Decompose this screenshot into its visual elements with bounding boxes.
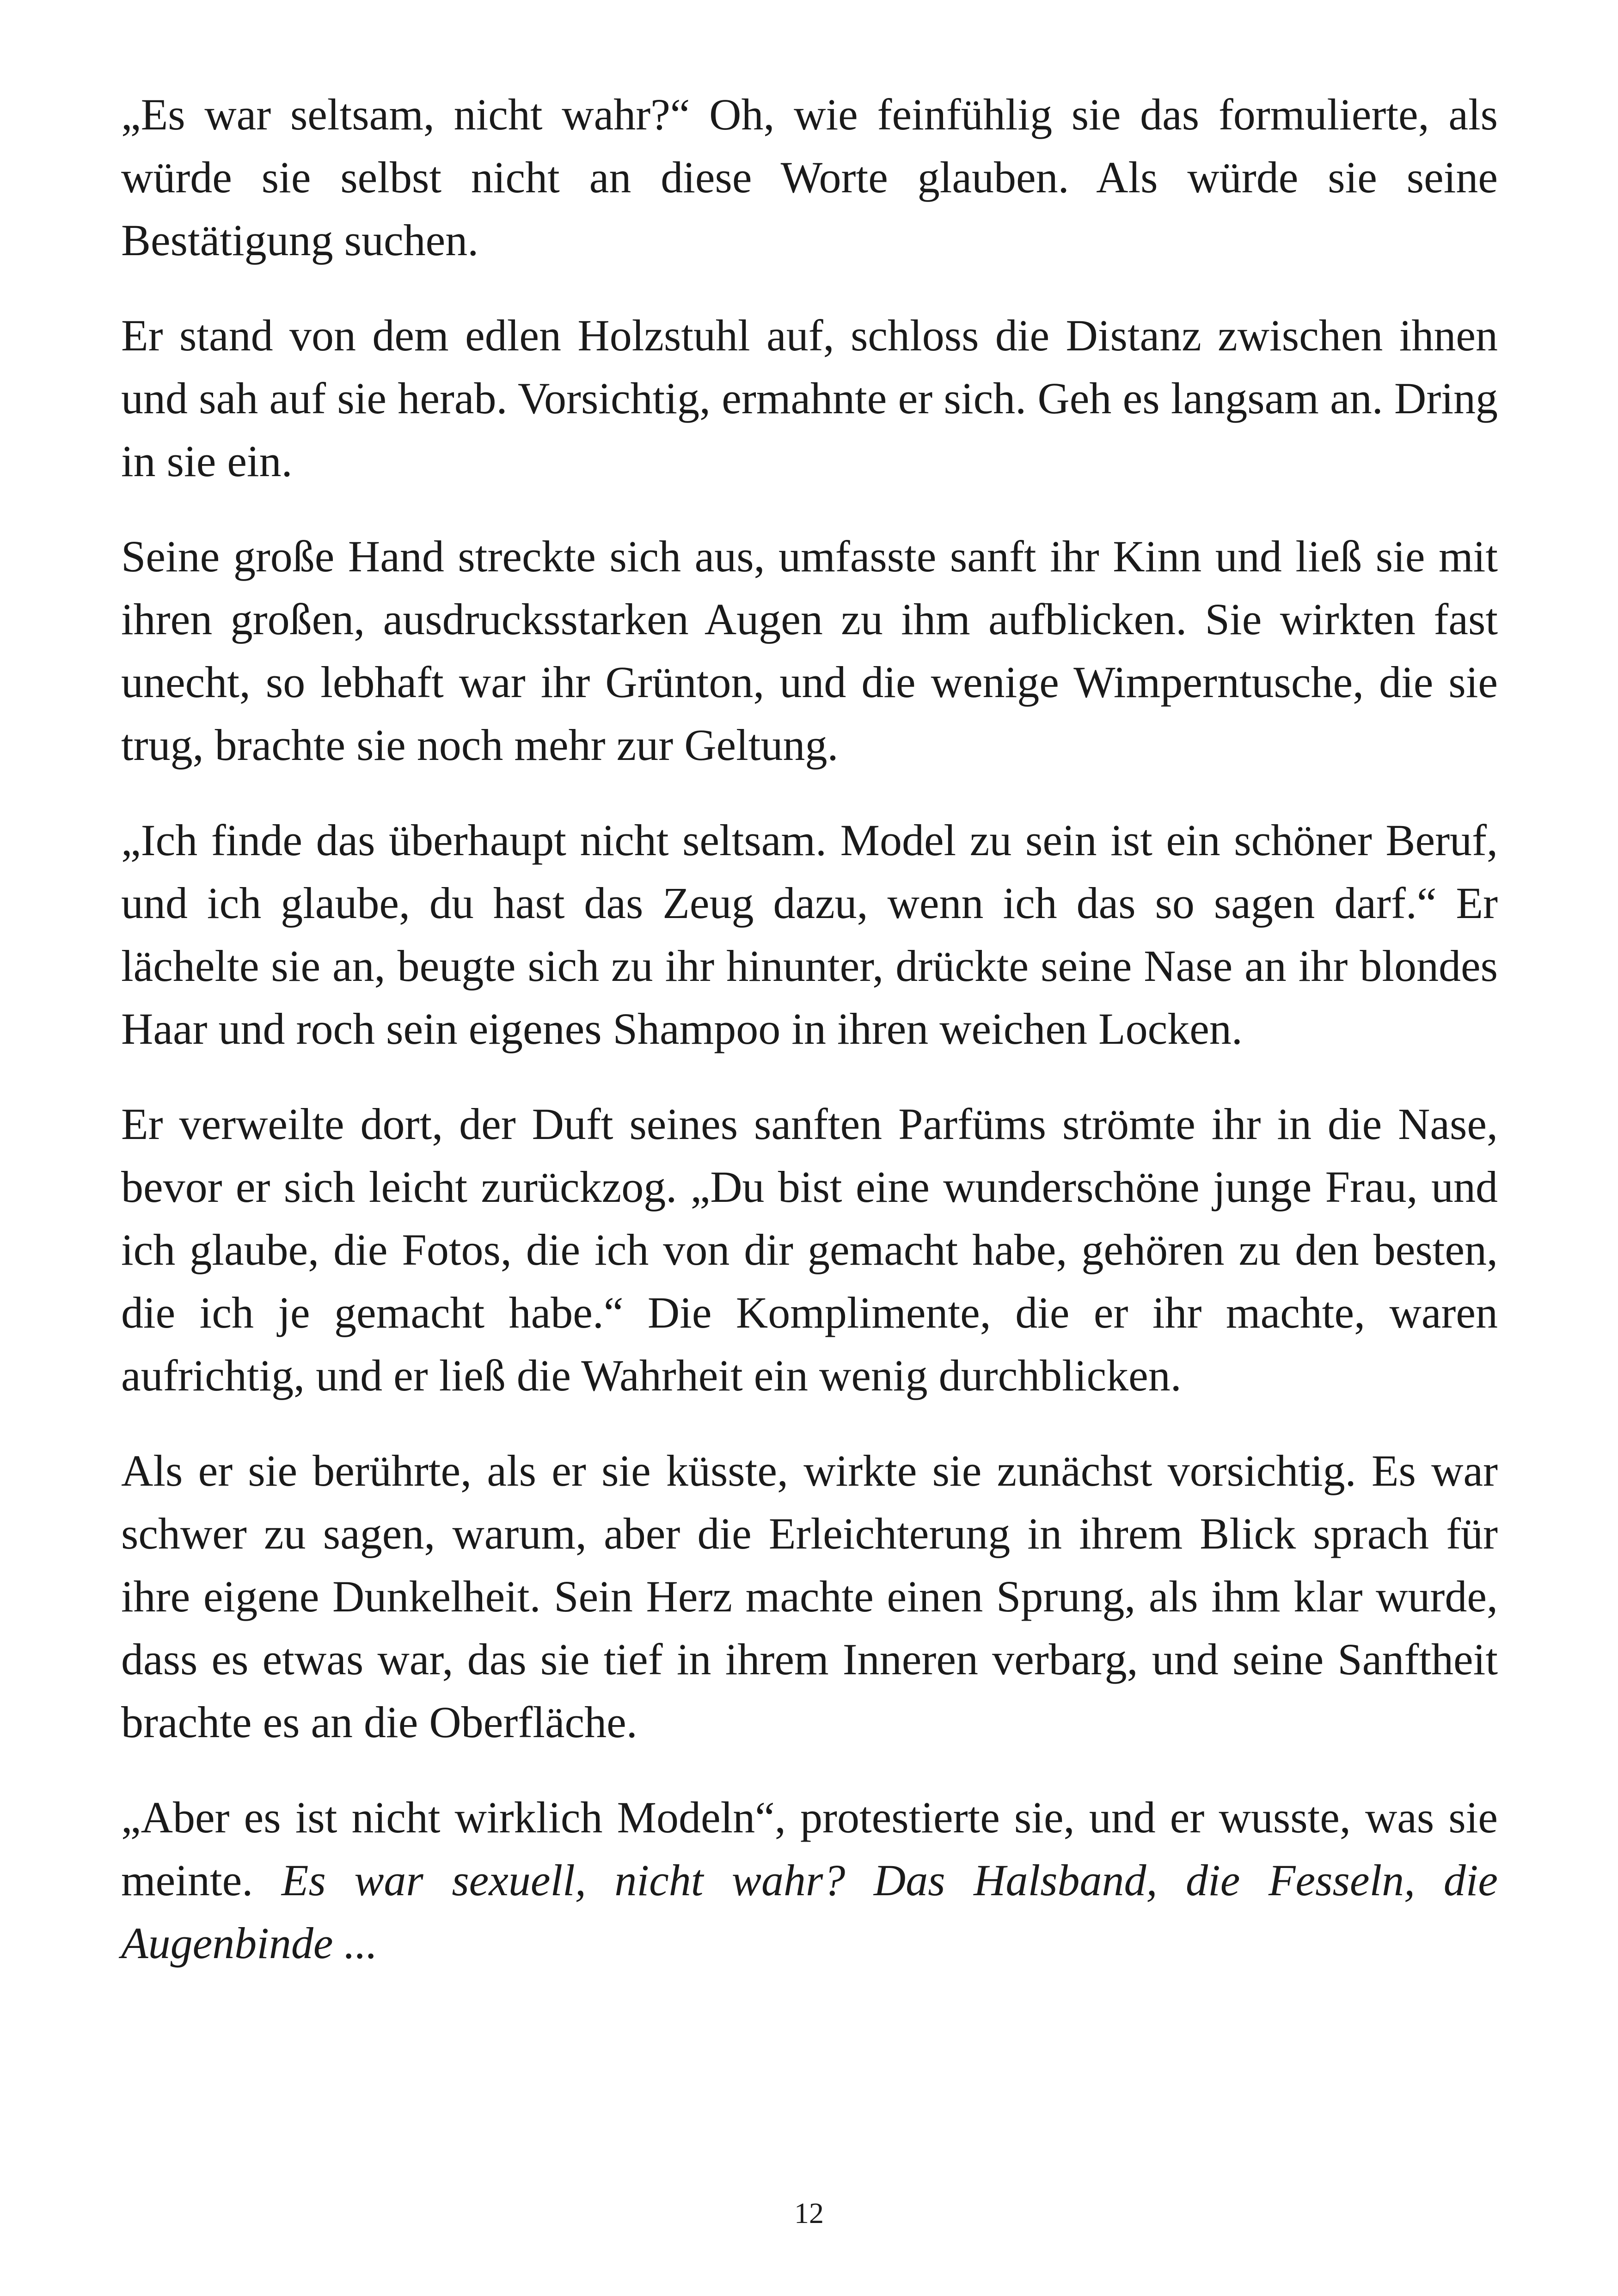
paragraph-5: Er verweilte dort, der Duft seines sanften Parfüms strömte ihr in die Nase, bevor er sich leicht zurückzog. „Du bist eine wunderschöne junge Frau, und ich glaube, die Fotos, die ich von dir gemacht habe, gehören zu den besten, die ich je gemacht habe.“ Die Komplimente, die er ihr machte, waren aufrichtig, und er ließ die Wahrheit ein wenig durchblicken. — [121, 1099, 1498, 1400]
page-body — [121, 83, 1498, 2007]
paragraph-1: „Es war seltsam, nicht wahr?“ Oh, wie feinfühlig sie das formulierte, als würde sie selbst nicht an diese Worte glauben. Als würde sie seine Bestätigung suchen. — [121, 90, 1498, 265]
paragraph-7 — [121, 1786, 1498, 1975]
paragraph-7-text: „Aber es ist nicht wirklich Modeln“, protestierte sie, und er wusste, was sie meinte. — [121, 1793, 1498, 1905]
paragraph-3: Seine große Hand streckte sich aus, umfasste sanft ihr Kinn und ließ sie mit ihren großen, ausdrucksstarken Augen zu ihm aufblicken. Sie wirkten fast unecht, so lebhaft war ihr Grünton, und die wenige Wimperntusche, die sie trug, brachte sie noch mehr zur Geltung. — [121, 532, 1498, 770]
paragraph-2: Er stand von dem edlen Holzstuhl auf, schloss die Distanz zwischen ihnen und sah auf sie herab. Vorsichtig, ermahnte er sich. Geh es langsam an. Dring in sie ein. — [121, 311, 1498, 486]
page-number: 12 — [794, 2197, 824, 2229]
paragraph-4: „Ich finde das überhaupt nicht seltsam. Model zu sein ist ein schöner Beruf, und ich glaube, du hast das Zeug dazu, wenn ich das so sagen darf.“ Er lächelte sie an, beugte sich zu ihr hinunter, drückte seine Nase an ihr blondes Haar und roch sein eigenes Shampoo in ihren weichen Locken. — [121, 815, 1498, 1053]
paragraph-7-italic: Es war sexuell, nicht wahr? Das Halsband, die Fesseln, die Augenbinde ... — [121, 1855, 1498, 1968]
paragraph-6: Als er sie berührte, als er sie küsste, wirkte sie zunächst vorsichtig. Es war schwer zu sagen, warum, aber die Erleichterung in ihrem Blick sprach für ihre eigene Dunkelheit. Sein Herz machte einen Sprung, als ihm klar wurde, dass es etwas war, das sie tief in ihrem Inneren verbarg, und seine Sanftheit brachte es an die Oberfläche. — [121, 1446, 1498, 1747]
